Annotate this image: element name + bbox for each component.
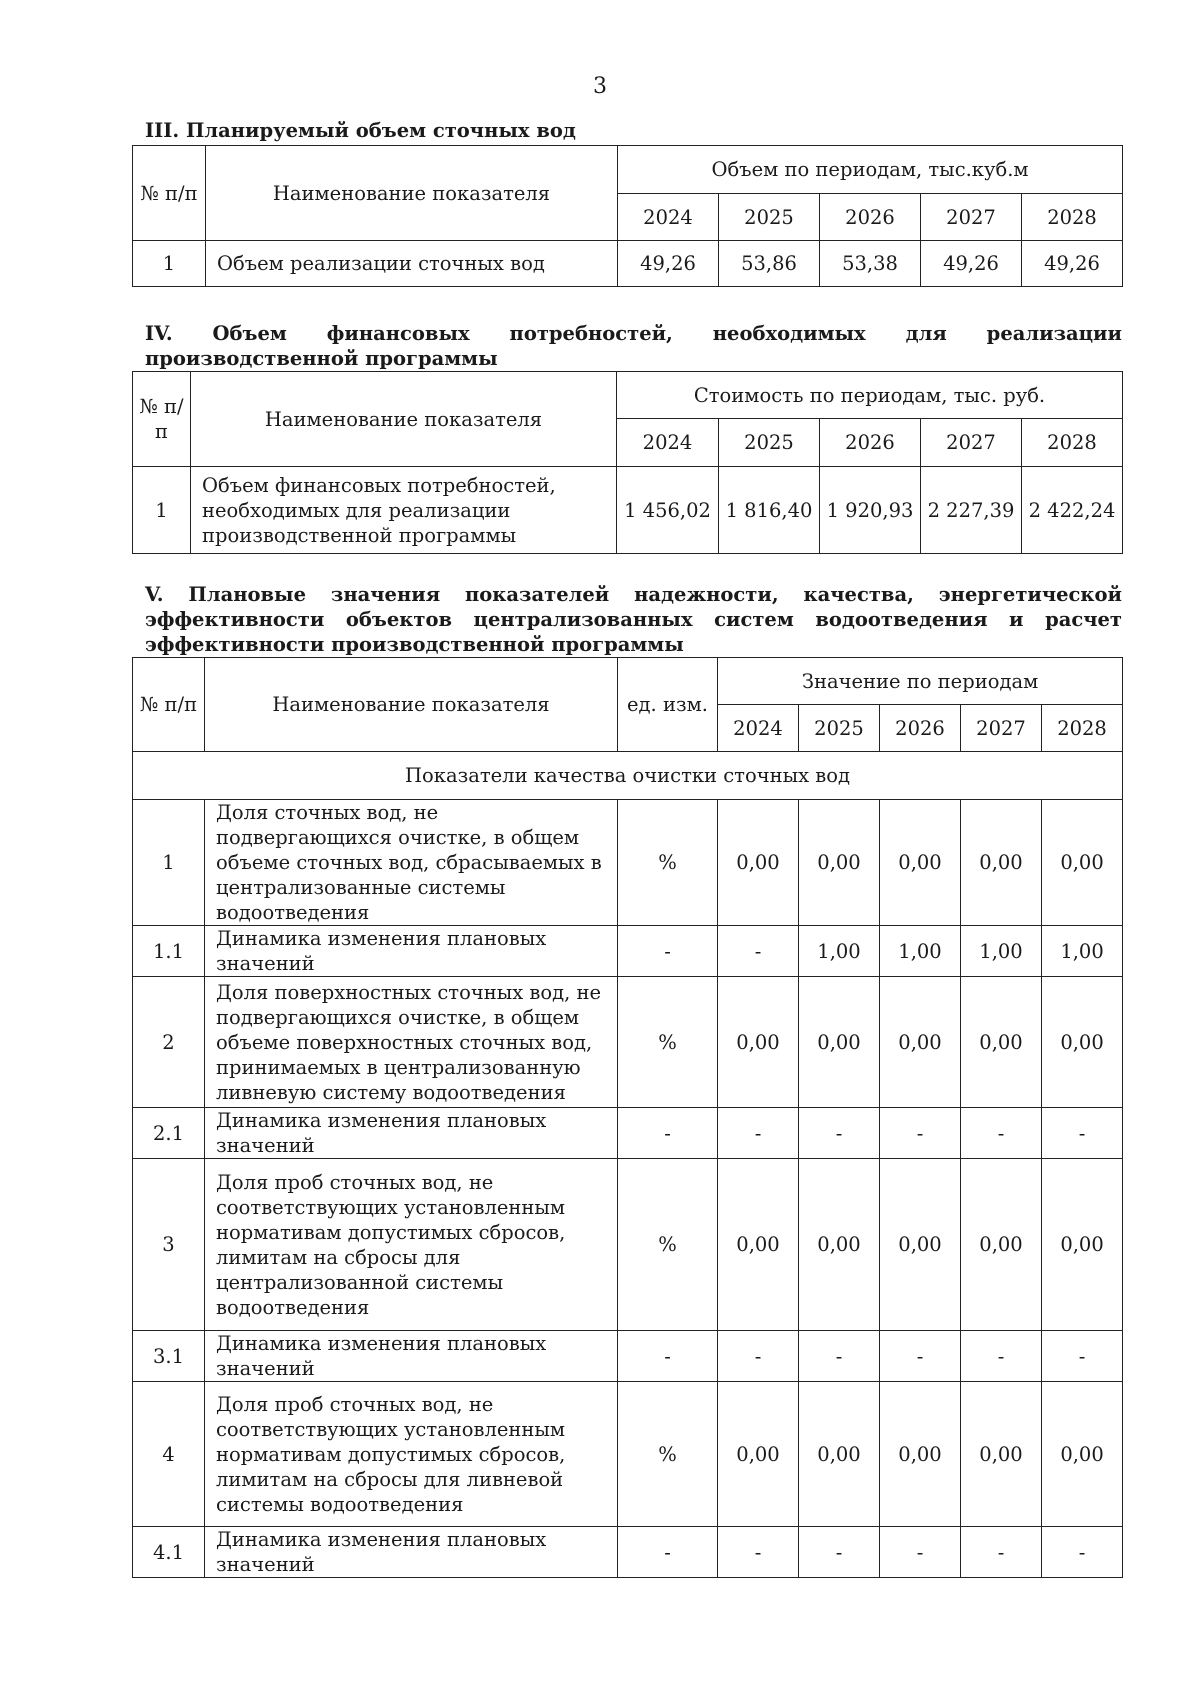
row-value: 0,00 [880,1382,961,1527]
row-name: Доля сточных вод, не подвергающихся очистке, в общем объеме сточных вод, сбрасываемых в централизованные системы водоотведения [205,800,618,926]
row-value: 1 456,02 [617,467,719,554]
row-unit: % [618,1382,718,1527]
row-value: - [961,1108,1042,1159]
year-header: 2024 [618,194,719,241]
row-no: 3 [133,1159,205,1331]
row-value: 2 422,24 [1022,467,1123,554]
row-value: 1 920,93 [820,467,921,554]
row-value: 1,00 [961,926,1042,977]
row-value: - [880,1331,961,1382]
year-header: 2025 [719,194,820,241]
col-name-header: Наименование показателя [206,146,618,241]
col-name-header: Наименование показателя [205,658,618,752]
row-value: 0,00 [799,1159,880,1331]
row-value: 49,26 [618,241,719,287]
row-name: Объем реализации сточных вод [206,241,618,287]
subsection-row [133,752,1123,800]
year-header: 2027 [921,194,1022,241]
row-unit: % [618,977,718,1108]
row-no: 1 [133,800,205,926]
year-header: 2026 [880,705,961,752]
year-header: 2024 [617,419,719,467]
section3-title: III. Планируемый объем сточных вод [145,119,576,142]
row-name: Динамика изменения плановых значений [205,926,618,977]
year-header: 2028 [1042,705,1123,752]
row-name: Динамика изменения плановых значений [205,1108,618,1159]
table-row [133,977,1123,1108]
row-value: 0,00 [1042,800,1123,926]
row-no: 1.1 [133,926,205,977]
row-value: - [718,1527,799,1578]
year-header: 2027 [961,705,1042,752]
row-no: 3.1 [133,1331,205,1382]
row-value: 0,00 [718,977,799,1108]
row-value: 1 816,40 [719,467,820,554]
section4-title: IV. Объем финансовых потребностей, необходимых для реализации производственной программы [145,322,1122,370]
row-unit: - [618,1527,718,1578]
year-header: 2026 [820,419,921,467]
row-no: 2 [133,977,205,1108]
table-row [133,1382,1123,1527]
row-value: 0,00 [961,1159,1042,1331]
year-header: 2028 [1022,419,1123,467]
year-header: 2025 [799,705,880,752]
row-value: - [718,926,799,977]
table-row [133,1527,1123,1578]
section5-title: V. Плановые значения показателей надежности, качества, энергетической эффективности объектов централизованных систем водоотведения и расчет эффективности производственной программы [145,583,1122,656]
row-value: 2 227,39 [921,467,1022,554]
row-name: Доля поверхностных сточных вод, не подвергающихся очистке, в общем объеме поверхностных сточных вод, принимаемых в централизованную ливневую систему водоотведения [205,977,618,1108]
year-header: 2027 [921,419,1022,467]
row-value: - [718,1331,799,1382]
row-value: - [1042,1527,1123,1578]
row-value: 1,00 [1042,926,1123,977]
row-no: 1 [133,467,191,554]
row-value: 0,00 [799,800,880,926]
table-row [133,926,1123,977]
row-unit: - [618,1331,718,1382]
row-value: 0,00 [880,977,961,1108]
col-name-header: Наименование показателя [191,372,617,467]
row-no: 2.1 [133,1108,205,1159]
table-row [133,1159,1123,1331]
row-name: Динамика изменения плановых значений [205,1527,618,1578]
row-value: - [718,1108,799,1159]
row-value: 0,00 [718,1382,799,1527]
group-header: Значение по периодам [718,658,1123,705]
row-value: 0,00 [799,977,880,1108]
row-value: 53,38 [820,241,921,287]
table-row [133,241,1123,287]
row-value: - [799,1108,880,1159]
group-header: Стоимость по периодам, тыс. руб. [617,372,1123,419]
section3-table [132,145,1123,287]
row-value: 53,86 [719,241,820,287]
row-name: Объем финансовых потребностей, необходимых для реализации производственной программы [191,467,617,554]
row-value: - [1042,1331,1123,1382]
col-unit-header: ед. изм. [618,658,718,752]
row-value: 0,00 [799,1382,880,1527]
section5-table [132,657,1123,1578]
row-no: 1 [133,241,206,287]
row-value: 49,26 [921,241,1022,287]
row-value: - [880,1108,961,1159]
year-header: 2024 [718,705,799,752]
row-unit: - [618,1108,718,1159]
table-row [133,1108,1123,1159]
table-header-row [133,146,1123,194]
row-value: 0,00 [1042,1382,1123,1527]
row-no: 4.1 [133,1527,205,1578]
row-unit: - [618,926,718,977]
row-unit: % [618,800,718,926]
row-value: 0,00 [880,800,961,926]
table-row [133,800,1123,926]
year-header: 2026 [820,194,921,241]
year-header: 2025 [719,419,820,467]
row-value: - [880,1527,961,1578]
row-value: 0,00 [961,1382,1042,1527]
table-header-row [133,658,1123,705]
row-value: 0,00 [1042,1159,1123,1331]
row-name: Динамика изменения плановых значений [205,1331,618,1382]
row-value: 1,00 [880,926,961,977]
row-value: 1,00 [799,926,880,977]
table-header-row [133,372,1123,419]
row-value: - [961,1331,1042,1382]
row-value: 0,00 [961,800,1042,926]
col-no-header: № п/п [133,658,205,752]
row-value: - [799,1527,880,1578]
row-value: 0,00 [880,1159,961,1331]
row-value: 0,00 [1042,977,1123,1108]
row-value: 0,00 [718,1159,799,1331]
row-value: 49,26 [1022,241,1123,287]
row-value: - [1042,1108,1123,1159]
row-value: - [961,1527,1042,1578]
year-header: 2028 [1022,194,1123,241]
row-value: 0,00 [961,977,1042,1108]
col-no-header: № п/п [133,146,206,241]
section4-table [132,371,1123,554]
row-name: Доля проб сточных вод, не соответствующих установленным нормативам допустимых сбросов, лимитам на сбросы для ливневой системы водоотведения [205,1382,618,1527]
col-no-header: № п/п [133,372,191,467]
row-name: Доля проб сточных вод, не соответствующих установленным нормативам допустимых сбросов, лимитам на сбросы для централизованной системы водоотведения [205,1159,618,1331]
row-value: - [799,1331,880,1382]
row-value: 0,00 [718,800,799,926]
subsection-title: Показатели качества очистки сточных вод [133,752,1123,800]
table-row [133,467,1123,554]
page-number: 3 [593,74,607,99]
group-header: Объем по периодам, тыс.куб.м [618,146,1123,194]
table-row [133,1331,1123,1382]
row-unit: % [618,1159,718,1331]
row-no: 4 [133,1382,205,1527]
